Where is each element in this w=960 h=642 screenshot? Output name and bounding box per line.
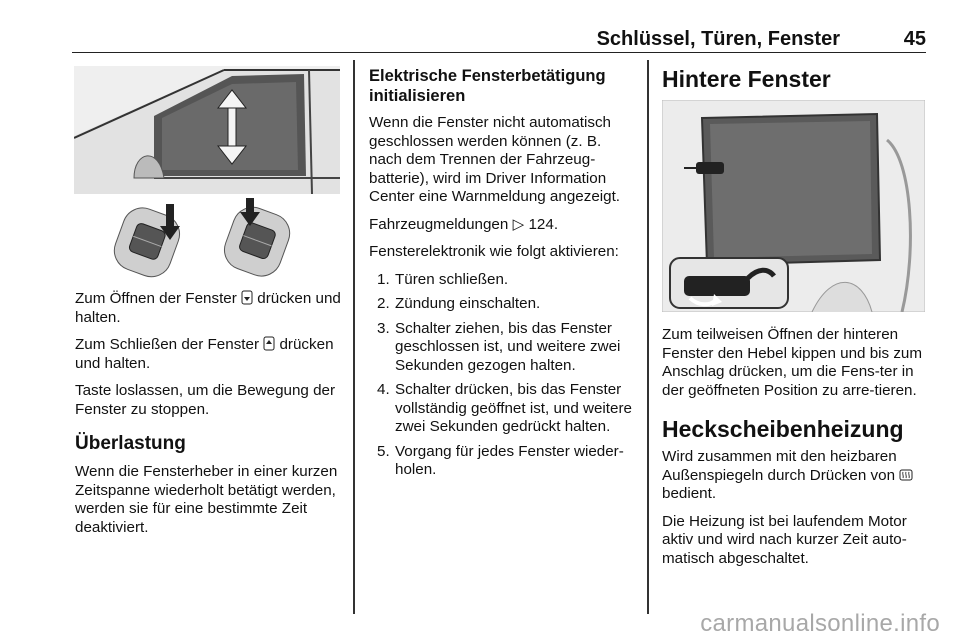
paragraph-heating-auto-off: Die Heizung ist bei laufendem Motor aktiv und wird nach kurzer Zeit auto-matisch abgeschaltet. <box>662 512 907 567</box>
list-item: 4. Schalter drücken, bis das Fenster vollständig geöffnet ist, und weitere zwei Sekunden gedrückt halten. <box>377 381 632 435</box>
window-illustration <box>74 66 340 194</box>
watermark: carmanualsonline.info <box>700 610 940 637</box>
paragraph-overload: Wenn die Fensterheber in einer kurzen Zeitspanne wiederholt betätigt werden, werden sie für eine bestimmte Zeit deaktiviert. <box>75 463 338 536</box>
paragraph-close-window: Zum Schließen der Fenster drücken und halten. <box>75 336 334 372</box>
paragraph-rear-windows: Zum teilweisen Öffnen der hinteren Fenster den Hebel kippen und bis zum Anschlag drücken, um die Fens-ter in der geöffneten Position zu arre-tieren. <box>662 326 923 399</box>
column-right-body <box>662 326 927 577</box>
page-header <box>72 22 926 53</box>
list-item: 3. Schalter ziehen, bis das Fenster geschlossen ist, und weitere zwei Sekunden gezogen halten. <box>377 319 621 374</box>
window-close-switch-icon <box>263 336 275 351</box>
paragraph-vehicle-messages: Fahrzeugmeldungen ▷ 124. <box>369 215 559 233</box>
heading-initialize: Elektrische Fensterbetätigung initialisieren <box>369 67 606 105</box>
paragraph-open-window: Zum Öffnen der Fenster drücken und halten. <box>75 290 341 326</box>
paragraph-activate: Fensterelektronik wie folgt aktivieren: <box>369 243 619 260</box>
chapter-title: Schlüssel, Türen, Fenster <box>596 28 840 50</box>
page-reference-link[interactable]: 124. <box>528 215 559 233</box>
paragraph-release: Taste loslassen, um die Bewegung der Fenster zu stoppen. <box>75 382 336 418</box>
list-item: 2. Zündung einschalten. <box>377 295 541 312</box>
page-number: 45 <box>903 28 926 50</box>
steps-list <box>369 271 637 480</box>
rear-window-illustration <box>662 100 925 312</box>
list-item: 5. Vorgang für jedes Fenster wieder-holen. <box>377 442 624 478</box>
page-reference-arrow-icon: ▷ <box>512 215 525 233</box>
column-divider <box>647 60 649 614</box>
heading-rear-windows: Hintere Fenster <box>662 66 831 92</box>
list-item: 1. Türen schließen. <box>377 270 509 288</box>
paragraph-heating-operation: Wird zusammen mit den heizbaren Außenspiegeln durch Drücken von bedient. <box>662 448 927 504</box>
heading-rear-heating: Heckscheibenheizung <box>662 416 904 442</box>
column-middle <box>369 66 637 486</box>
paragraph-warning: Wenn die Fenster nicht automatisch geschlossen werden können (z. B. nach dem Trennen der Fahrzeug-batterie), wird im Driver Information Center eine Warnmeldung angezeigt. <box>369 114 621 205</box>
rear-window-heating-icon <box>899 468 913 482</box>
heading-overload: Überlastung <box>75 433 186 454</box>
window-open-switch-icon <box>241 290 253 305</box>
window-switch-illustration <box>108 196 308 288</box>
column-left <box>75 290 350 546</box>
column-right <box>662 66 927 92</box>
column-divider <box>353 60 355 614</box>
